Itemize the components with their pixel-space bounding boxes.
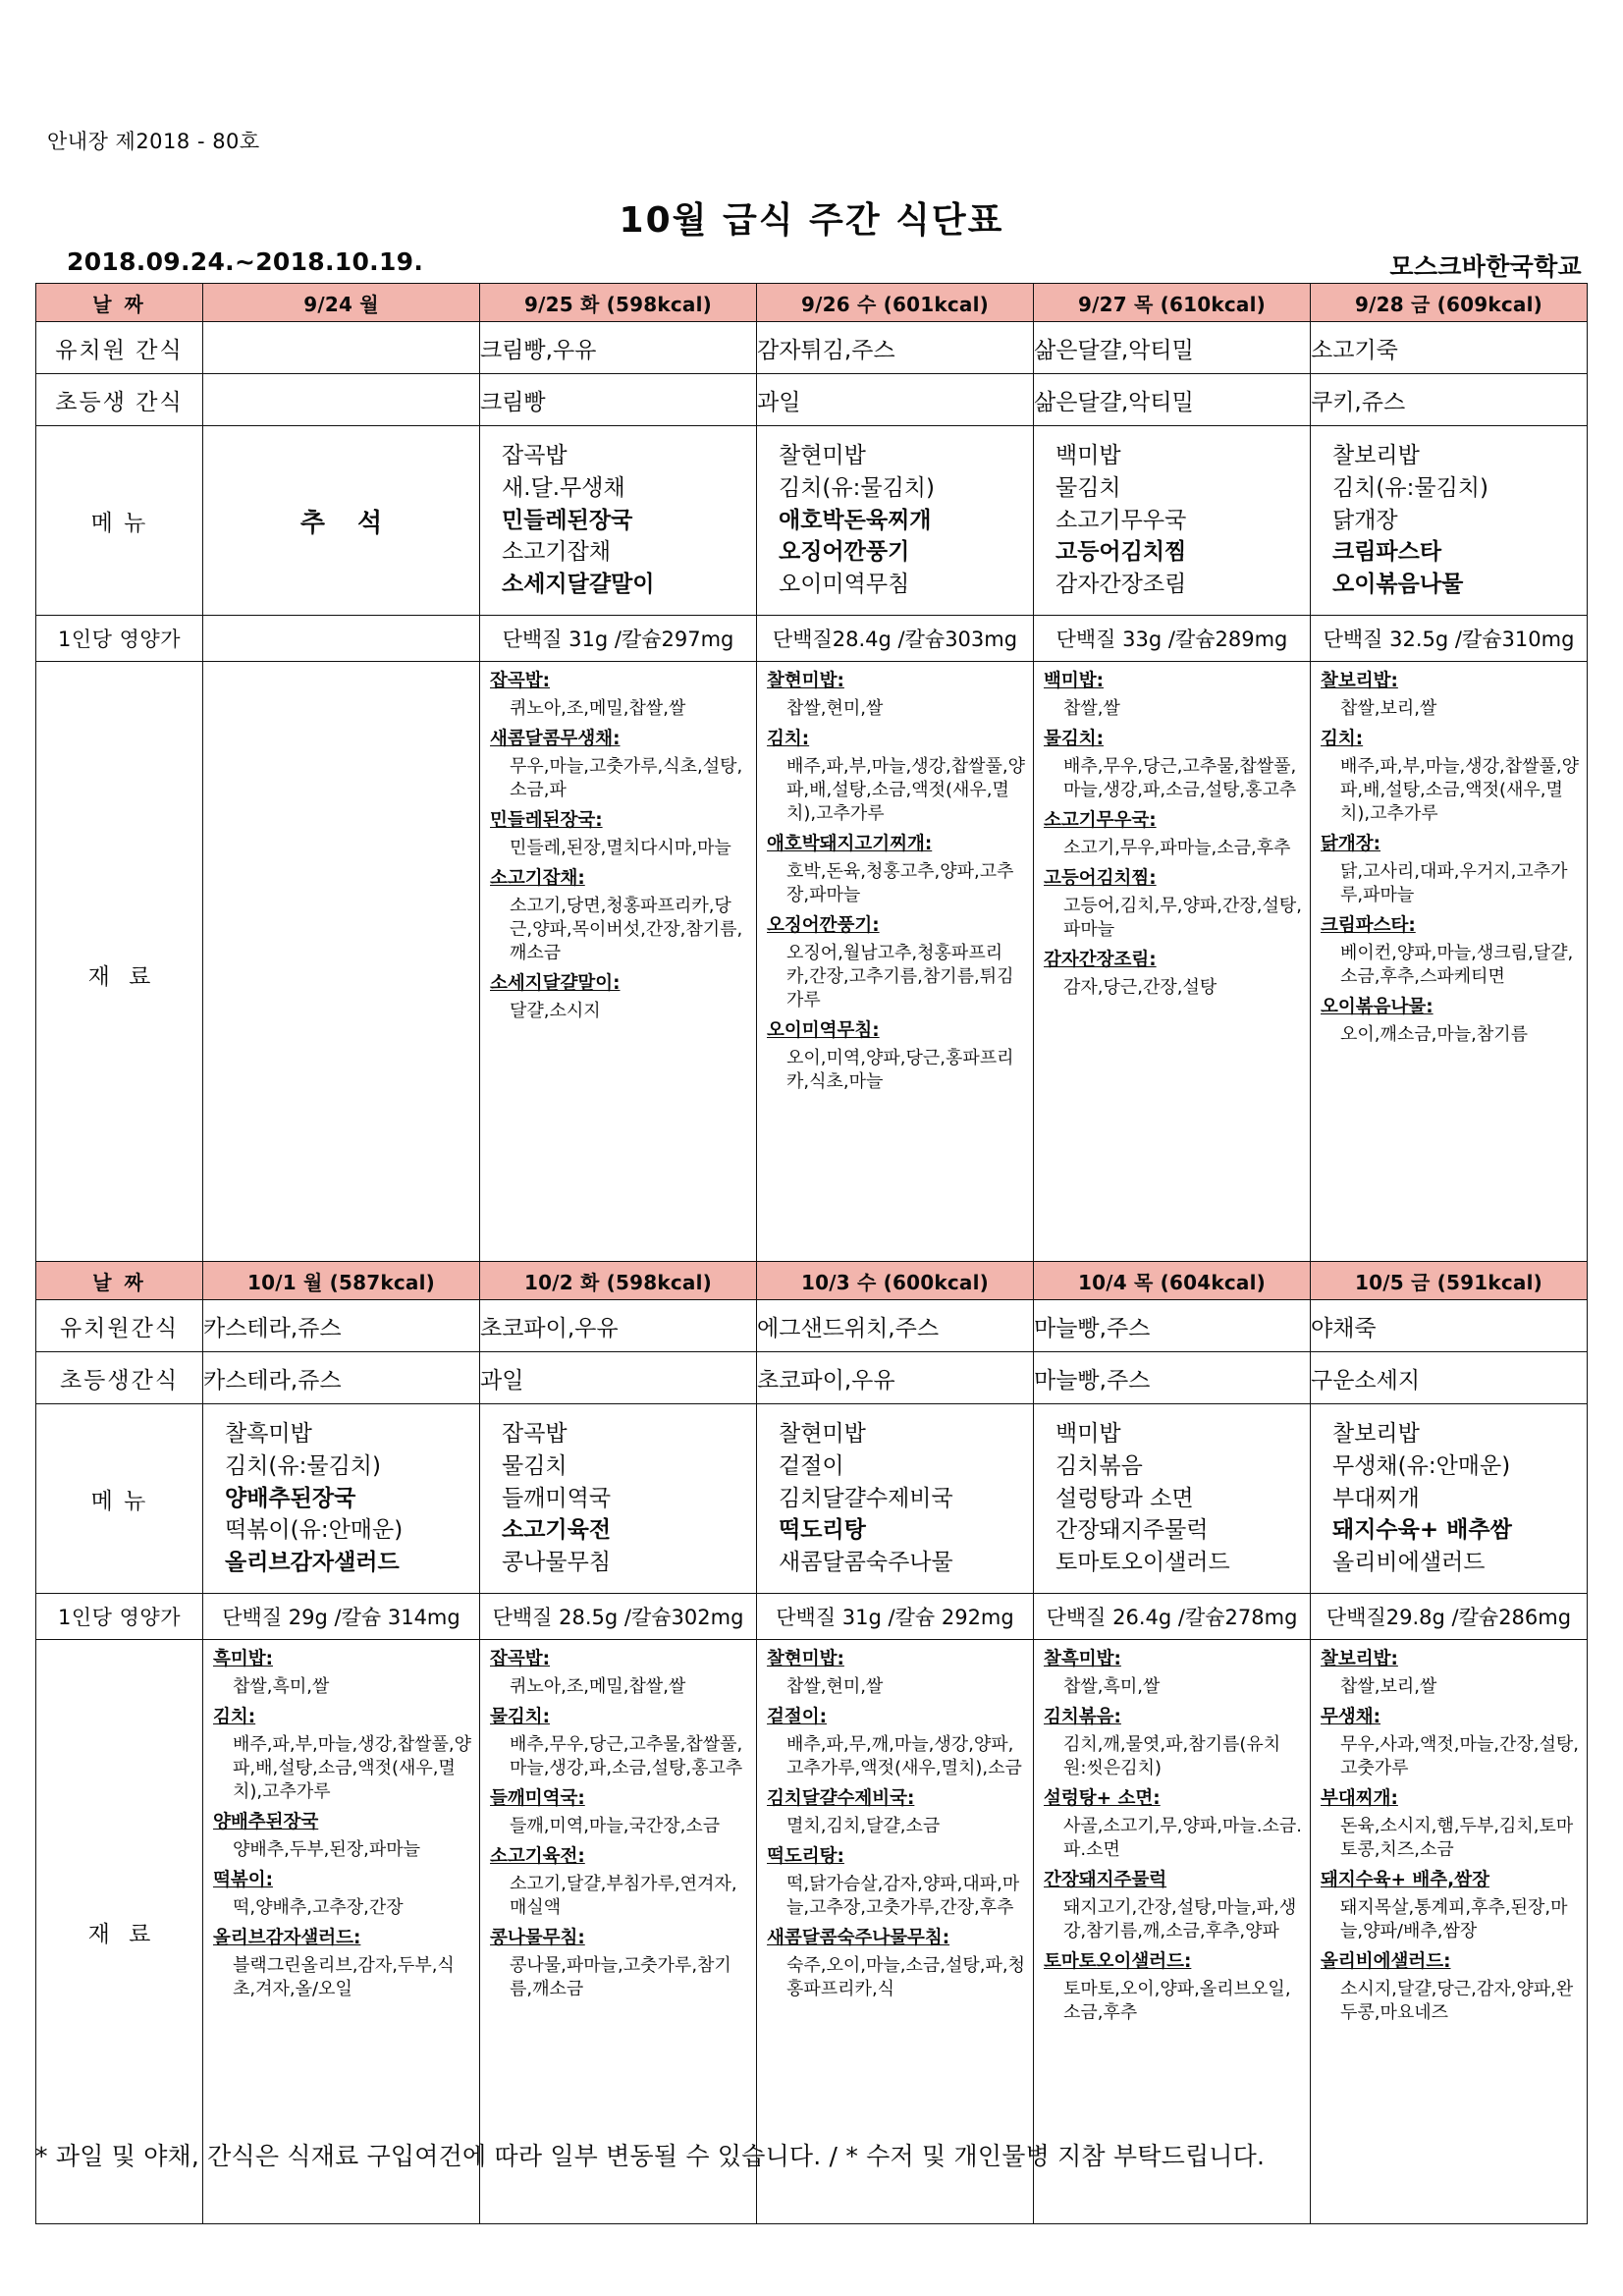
ingredient-items: 소고기,달걀,부침가루,연겨자,매실액 [510,1873,737,1918]
ingredient-group [1044,1869,1302,1943]
ingredient-items: 들깨,미역,마늘,국간장,소금 [510,1815,721,1836]
ingredient-dish-name: 오징어깐풍기: [767,915,880,936]
ingredient-dish-name: 김치: [1321,728,1364,749]
ingredient-dish-name: 소고기무우국: [1044,809,1157,831]
menu-label: 메 뉴 [36,426,203,616]
ingredient-dish-name: 애호박돼지고기찌개: [767,834,933,854]
week2-elem-snack-0: 카스테라,쥬스 [203,1352,480,1404]
week1-nutrition-1: 단백질 31g /칼슘297mg [480,616,757,662]
week2-kinder-snack-row [36,1300,1588,1352]
menu-item: 새.달.무생채 [502,475,625,502]
menu-item: 김치볶음 [1055,1453,1143,1480]
menu-item: 찰흑미밥 [225,1421,312,1448]
ingredient-dish-name: 설렁탕+ 소면: [1044,1787,1161,1809]
menu-item: 물김치 [1055,475,1121,502]
week2-menu-list-3 [1034,1412,1310,1584]
ingredient-items: 찹쌀,흑미,쌀 [1063,1675,1161,1697]
ingredient-dish-name: 콩나물무침: [490,1927,585,1948]
menu-item: 새콤달콤숙주나물 [779,1549,953,1575]
week1-elem-snack-row [36,374,1588,426]
ingredient-items: 사골,소고기,무,양파,마늘.소금.파.소면 [1063,1815,1302,1860]
ingredient-group [1044,1950,1302,2025]
ingredient-items: 배추,파,무,깨,마늘,생강,양파,고추가루,액젓(새우,멸치),소금 [786,1733,1022,1778]
menu-item: 무생채(유:안매운) [1332,1453,1511,1480]
ingredient-items: 오징어,월남고추,청홍파프리카,간장,고추기름,참기름,튀김가루 [786,942,1014,1011]
ingredient-dish-name: 무생채: [1321,1706,1381,1727]
week1-menu-list-1 [480,434,756,606]
ingredients-label-2: 재 료 [36,1640,203,2224]
ingredient-items: 배주,파,부,마늘,생강,찹쌀풀,양파,배,설탕,소금,액젓(새우,멸치),고추가루 [786,755,1025,824]
week2-kinder-snack-0: 카스테라,쥬스 [203,1300,480,1352]
week1-day-header-1: 9/25 화 (598kcal) [480,284,757,322]
week1-kinder-snack-row [36,322,1588,374]
week2-kinder-snack-1: 초코파이,우유 [480,1300,757,1352]
week2-elem-snack-2: 초코파이,우유 [757,1352,1034,1404]
week1-day-header-0: 9/24 월 [203,284,480,322]
ingredient-items: 배주,파,부,마늘,생강,찹쌀풀,양파,배,설탕,소금,액젓(새우,멸치),고추가루 [1340,755,1579,824]
ingredient-items: 배추,무우,당근,고추물,찹쌀풀,마늘,생강,파,소금,설탕,홍고추 [1063,755,1297,800]
week1-menu-list-2 [757,434,1033,606]
ingredient-group [1321,996,1579,1047]
ingredient-group [1044,728,1302,802]
week1-menu-list-3 [1034,434,1310,606]
ingredient-dish-name: 잡곡밥: [490,1649,551,1669]
menu-item: 닭개장 [1332,507,1398,533]
week2-ingr-list-1 [480,1640,756,2012]
menu-label-2: 메 뉴 [36,1404,203,1594]
ingredient-items: 찹쌀,현미,쌀 [786,697,884,719]
week1-menu-table [35,283,1588,1287]
menu-item: 김치달걀수제비국 [779,1485,953,1511]
week2-elem-snack-row [36,1352,1588,1404]
header-date-label-2: 날 짜 [36,1262,203,1300]
week1-ingr-cell-3 [1034,662,1311,1287]
week1-nutrition-row [36,616,1588,662]
week2-elem-snack-1: 과일 [480,1352,757,1404]
menu-item: 김치(유:물김치) [1332,475,1489,502]
week2-nutrition-2: 단백질 31g /칼슘 292mg [757,1594,1034,1640]
nutrition-label-2: 1인당 영양가 [36,1594,203,1640]
ingredient-dish-name: 찰현미밥: [767,671,844,691]
ingredient-group [490,867,748,965]
ingredient-group [213,1927,471,2001]
menu-item: 소고기육전 [502,1517,612,1544]
menu-item: 백미밥 [1055,1421,1121,1448]
ingredient-items: 감자,당근,간장,설탕 [1063,976,1217,998]
ingredient-dish-name: 찰보리밥: [1321,671,1398,691]
ingredient-group [1044,809,1302,860]
ingredient-group [1321,1648,1579,1699]
menu-item: 콩나물무침 [502,1549,612,1575]
ingredient-dish-name: 김치달걀수제비국: [767,1787,915,1809]
elem-snack-label-2: 초등생간식 [36,1352,203,1404]
ingredient-dish-name: 감자간장조림: [1044,949,1157,970]
week2-day-header-3: 10/4 목 (604kcal) [1034,1262,1311,1300]
ingredient-dish-name: 올리브감자샐러드: [213,1927,361,1948]
menu-item: 찰보리밥 [1332,1421,1420,1448]
ingredient-group [1044,670,1302,721]
kinder-snack-label-2: 유치원간식 [36,1300,203,1352]
week2-ingr-list-2 [757,1640,1033,2012]
week2-nutrition-row [36,1594,1588,1640]
ingredient-items: 콩나물,파마늘,고춧가루,참기름,깨소금 [510,1954,731,1999]
date-range: 2018.09.24.~2018.10.19. [67,247,424,276]
menu-item: 소세지달걀말이 [502,571,655,597]
menu-item: 애호박돈육찌개 [779,507,932,533]
ingredient-group [1321,1706,1579,1780]
nutrition-label: 1인당 영양가 [36,616,203,662]
ingredient-items: 찹쌀,보리,쌀 [1340,1675,1437,1697]
ingredient-dish-name: 고등어김치찜: [1044,867,1157,889]
ingredient-items: 찹쌀,보리,쌀 [1340,697,1437,719]
ingredient-items: 돼지목살,통계피,후추,된장,마늘,양파/배추,쌈장 [1340,1896,1568,1941]
week2-kinder-snack-2: 에그샌드위치,주스 [757,1300,1034,1352]
menu-item: 양배추된장국 [225,1485,356,1511]
ingredient-items: 토마토,오이,양파,올리브오일,소금,후추 [1063,1978,1291,2023]
ingredient-dish-name: 소세지달걀말이: [490,972,621,994]
ingredient-group [1321,1787,1579,1862]
ingredient-dish-name: 겉절이: [767,1706,828,1727]
ingredient-dish-name: 들깨미역국: [490,1787,585,1809]
ingredient-items: 양배추,두부,된장,파마늘 [233,1838,421,1860]
ingredient-dish-name: 떡볶이: [213,1869,274,1890]
ingredient-group [767,728,1025,826]
ingredient-group [1044,1648,1302,1699]
ingredient-group [767,1706,1025,1780]
week2-menu-cell-4 [1311,1404,1588,1594]
ingredient-dish-name: 민들레된장국: [490,809,603,831]
menu-item: 찰현미밥 [779,443,866,469]
week2-day-header-4: 10/5 금 (591kcal) [1311,1262,1588,1300]
menu-item: 크림파스타 [1332,539,1442,566]
ingredient-dish-name: 부대찌개: [1321,1787,1398,1809]
week1-ingr-list-2 [757,662,1033,1105]
ingredient-dish-name: 새콤달콤숙주나물무침: [767,1927,950,1948]
ingredient-dish-name: 오이미역무침: [767,1020,880,1042]
ingredient-items: 무우,사과,액젓,마늘,간장,설탕,고춧가루 [1340,1733,1579,1778]
ingredient-items: 찹쌀,흑미,쌀 [233,1675,330,1697]
page-title: 10월 급식 주간 식단표 [619,200,1004,241]
ingredient-group [1044,1706,1302,1780]
ingredient-dish-name: 닭개장: [1321,834,1381,854]
week1-kinder-snack-3: 삶은달걀,악티밀 [1034,322,1311,374]
week2-ingr-list-0 [203,1640,479,2012]
week1-elem-snack-1: 크림빵 [480,374,757,426]
ingredient-group [490,972,748,1023]
ingredient-items: 오이,미역,양파,당근,홍파프리카,식초,마늘 [786,1047,1014,1092]
ingredient-group [1321,1950,1579,2025]
ingredient-items: 오이,깨소금,마늘,참기름 [1340,1023,1529,1045]
ingredients-label: 재 료 [36,662,203,1287]
school-name: 모스크바한국학교 [1389,252,1582,281]
week2-day-header-1: 10/2 화 (598kcal) [480,1262,757,1300]
week1-kinder-snack-2: 감자튀김,주스 [757,322,1034,374]
week1-ingr-cell-0 [203,662,480,1287]
week1-nutrition-4: 단백질 32.5g /칼슘310mg [1311,616,1588,662]
week1-kinder-snack-4: 소고기죽 [1311,322,1588,374]
ingredient-dish-name: 김치: [213,1706,256,1727]
week2-kinder-snack-4: 야채죽 [1311,1300,1588,1352]
menu-item: 오징어깐풍기 [779,539,910,566]
week2-nutrition-1: 단백질 28.5g /칼슘302mg [480,1594,757,1640]
ingredient-group [1044,949,1302,1000]
menu-item: 김치(유:물김치) [779,475,936,502]
week1-elem-snack-3: 삶은달걀,악티밀 [1034,374,1311,426]
week2-menu-cell-3 [1034,1404,1311,1594]
ingredient-items: 달걀,소시지 [510,1000,601,1021]
week2-nutrition-0: 단백질 29g /칼슘 314mg [203,1594,480,1640]
ingredient-items: 떡,양배추,고추장,간장 [233,1896,404,1918]
menu-item: 감자간장조림 [1055,571,1187,597]
week2-day-header-0: 10/1 월 (587kcal) [203,1262,480,1300]
ingredient-dish-name: 간장돼지주물럭 [1044,1869,1167,1890]
menu-item: 찰보리밥 [1332,443,1420,469]
week1-menu-cell-2 [757,426,1034,616]
menu-item: 찰현미밥 [779,1421,866,1448]
week1-ingr-list-4 [1311,662,1587,1058]
ingredient-group [213,1869,471,1920]
ingredient-group [490,809,748,860]
header-date-label: 날 짜 [36,284,203,322]
week1-ingr-list-3 [1034,662,1310,1011]
ingredient-items: 퀴노아,조,메밀,찹쌀,쌀 [510,1675,686,1697]
menu-item: 올리비에샐러드 [1332,1549,1486,1575]
ingredient-group [767,833,1025,907]
ingredient-items: 소고기,무우,파마늘,소금,후추 [1063,837,1291,858]
ingredient-items: 블랙그린올리브,감자,두부,식초,겨자,올/오일 [233,1954,455,1999]
week1-elem-snack-0 [203,374,480,426]
ingredient-items: 호박,돈육,청홍고추,양파,고추장,파마늘 [786,860,1014,905]
ingredient-dish-name: 찰현미밥: [767,1649,844,1669]
week2-menu-cell-0 [203,1404,480,1594]
menu-item: 간장돼지주물럭 [1055,1517,1209,1544]
week2-elem-snack-3: 마늘빵,주스 [1034,1352,1311,1404]
ingredient-group [767,1787,1025,1838]
ingredient-dish-name: 올리비에샐러드: [1321,1950,1451,1972]
ingredient-dish-name: 돼지수육+ 배추,쌈장 [1321,1869,1489,1890]
ingredient-items: 숙주,오이,마늘,소금,설탕,파,청홍파프리카,식 [786,1954,1025,1999]
ingredient-group [1321,1869,1579,1943]
ingredient-dish-name: 새콤달콤무생채: [490,728,621,749]
week1-nutrition-0 [203,616,480,662]
menu-item: 김치(유:물김치) [225,1453,382,1480]
ingredient-dish-name: 찰흑미밥: [1044,1649,1121,1669]
ingredient-dish-name: 찰보리밥: [1321,1649,1398,1669]
ingredient-dish-name: 소고기육전: [490,1845,585,1867]
ingredient-items: 김치,깨,물엿,파,참기름(유치원:씻은김치) [1063,1733,1281,1778]
ingredient-group [1321,670,1579,721]
ingredient-items: 배추,무우,당근,고추물,찹쌀풀,마늘,생강,파,소금,설탕,홍고추 [510,1733,743,1778]
week2-menu-list-1 [480,1412,756,1584]
ingredient-dish-name: 소고기잡채: [490,867,585,889]
week2-elem-snack-4: 구운소세지 [1311,1352,1588,1404]
ingredient-group [1044,1787,1302,1862]
menu-item: 설렁탕과 소면 [1055,1485,1194,1511]
week2-nutrition-4: 단백질29.8g /칼슘286mg [1311,1594,1588,1640]
ingredient-group [490,1845,748,1920]
week2-menu-list-0 [203,1412,479,1584]
week1-ingredients-row [36,662,1588,1287]
ingredient-items: 민들레,된장,멸치다시마,마늘 [510,837,731,858]
week1-nutrition-2: 단백질28.4g /칼슘303mg [757,616,1034,662]
document-number: 안내장 제2018 - 80호 [47,130,260,153]
ingredient-dish-name: 물김치: [1044,728,1105,749]
week1-menu-cell-3 [1034,426,1311,616]
ingredient-group [767,670,1025,721]
menu-item: 토마토오이샐러드 [1055,1549,1230,1575]
week1-ingr-cell-1 [480,662,757,1287]
menu-item: 민들레된장국 [502,507,633,533]
menu-item: 겉절이 [779,1453,844,1480]
ingredient-items: 돼지고기,간장,설탕,마늘,파,생강,참기름,깨,소금,후추,양파 [1063,1896,1297,1941]
week2-menu-cell-1 [480,1404,757,1594]
ingredient-group [767,1845,1025,1920]
ingredient-group [213,1811,471,1862]
ingredient-group [490,1648,748,1699]
ingredient-group [490,670,748,721]
week2-menu-row [36,1404,1588,1594]
week2-menu-cell-2 [757,1404,1034,1594]
week1-ingr-list-0 [203,662,479,674]
ingredient-group [490,1927,748,2001]
week1-ingr-list-1 [480,662,756,1034]
menu-item: 부대찌개 [1332,1485,1420,1511]
ingredient-dish-name: 오이볶음나물: [1321,997,1434,1017]
ingredient-group [767,914,1025,1012]
menu-item: 들깨미역국 [502,1485,612,1511]
menu-item: 떡도리탕 [779,1517,866,1544]
ingredient-items: 찹쌀,쌀 [1063,697,1120,719]
menu-item: 잡곡밥 [502,443,568,469]
ingredient-items: 소시지,달걀,당근,감자,양파,완두콩,마요네즈 [1340,1978,1574,2023]
ingredient-group [1321,728,1579,826]
ingredient-dish-name: 김치볶음: [1044,1706,1121,1727]
menu-item: 떡볶이(유:안매운) [225,1517,404,1544]
menu-item: 백미밥 [1055,443,1121,469]
week1-menu-row [36,426,1588,616]
ingredient-group [1321,833,1579,907]
week2-ingr-list-3 [1034,1640,1310,2036]
ingredient-items: 무우,마늘,고춧가루,식초,설탕,소금,파 [510,755,743,800]
week2-kinder-snack-3: 마늘빵,주스 [1034,1300,1311,1352]
menu-item: 오이미역무침 [779,571,910,597]
week1-kinder-snack-0 [203,322,480,374]
ingredient-items: 퀴노아,조,메밀,찹쌀,쌀 [510,697,686,719]
week1-nutrition-3: 단백질 33g /칼슘289mg [1034,616,1311,662]
ingredient-dish-name: 잡곡밥: [490,671,551,691]
menu-item: 소고기무우국 [1055,507,1187,533]
ingredient-dish-name: 물김치: [490,1706,551,1727]
ingredient-dish-name: 흑미밥: [213,1649,274,1669]
ingredient-items: 배주,파,부,마늘,생강,찹쌀풀,양파,배,설탕,소금,액젓(새우,멸치),고추가루 [233,1733,471,1802]
ingredient-items: 멸치,김치,달걀,소금 [786,1815,941,1836]
ingredient-items: 닭,고사리,대파,우거지,고추가루,파마늘 [1340,860,1568,905]
ingredient-group [1044,867,1302,942]
kinder-snack-label: 유치원 간식 [36,322,203,374]
ingredient-dish-name: 백미밥: [1044,671,1105,691]
week1-menu-list-4 [1311,434,1587,606]
ingredient-dish-name: 양배추된장국 [213,1812,319,1832]
ingredient-group [767,1019,1025,1094]
ingredient-items: 찹쌀,현미,쌀 [786,1675,884,1697]
ingredient-dish-name: 떡도리탕: [767,1845,844,1867]
ingredient-group [767,1648,1025,1699]
ingredient-dish-name: 토마토오이샐러드: [1044,1950,1192,1972]
ingredient-group [1321,914,1579,989]
menu-item: 돼지수육+ 배추쌈 [1332,1517,1512,1544]
week1-elem-snack-2: 과일 [757,374,1034,426]
menu-item: 고등어김치찜 [1055,539,1187,566]
week2-day-header-2: 10/3 수 (600kcal) [757,1262,1034,1300]
ingredient-group [213,1648,471,1699]
week1-menu-cell-4 [1311,426,1588,616]
week2-ingr-list-4 [1311,1640,1587,2036]
menu-item: 올리브감자샐러드 [225,1549,400,1575]
week2-header-row [36,1262,1588,1300]
week1-day-header-2: 9/26 수 (601kcal) [757,284,1034,322]
ingredient-dish-name: 크림파스타: [1321,915,1416,936]
week1-ingr-cell-2 [757,662,1034,1287]
ingredient-items: 고등어,김치,무,양파,간장,설탕,파마늘 [1063,895,1302,940]
week2-nutrition-3: 단백질 26.4g /칼슘278mg [1034,1594,1311,1640]
week1-kinder-snack-1: 크림빵,우유 [480,322,757,374]
ingredient-items: 소고기,당면,청홍파프리카,당근,양파,목이버섯,간장,참기름,깨소금 [510,895,743,963]
ingredient-items: 돈육,소시지,햄,두부,김치,토마토콩,치즈,소금 [1340,1815,1574,1860]
week2-menu-list-4 [1311,1412,1587,1584]
menu-item: 소고기잡채 [502,539,612,566]
ingredient-items: 떡,닭가슴살,감자,양파,대파,마늘,고추장,고춧가루,간장,후추 [786,1873,1020,1918]
week1-holiday-cell: 추 석 [203,426,480,616]
week1-menu-cell-1 [480,426,757,616]
elem-snack-label: 초등생 간식 [36,374,203,426]
menu-item: 오이볶음나물 [1332,571,1464,597]
menu-item: 물김치 [502,1453,568,1480]
ingredient-dish-name: 김치: [767,728,810,749]
menu-item: 잡곡밥 [502,1421,568,1448]
ingredient-items: 베이컨,양파,마늘,생크림,달걀,소금,후추,스파케티면 [1340,942,1574,987]
week2-menu-list-2 [757,1412,1033,1584]
ingredient-group [767,1927,1025,2001]
week1-ingr-cell-4 [1311,662,1588,1287]
ingredient-group [213,1706,471,1804]
week2-menu-table [35,1261,1588,2224]
week1-elem-snack-4: 쿠키,쥬스 [1311,374,1588,426]
ingredient-group [490,728,748,802]
ingredient-group [490,1706,748,1780]
footer-note: * 과일 및 야채, 간식은 식재료 구입여건에 따라 일부 변동될 수 있습니다. / * 수저 및 개인물병 지참 부탁드립니다. [35,2142,1266,2170]
week1-day-header-3: 9/27 목 (610kcal) [1034,284,1311,322]
week1-header-row [36,284,1588,322]
week1-day-header-4: 9/28 금 (609kcal) [1311,284,1588,322]
ingredient-group [490,1787,748,1838]
week2-ingr-cell-4 [1311,1640,1588,2224]
